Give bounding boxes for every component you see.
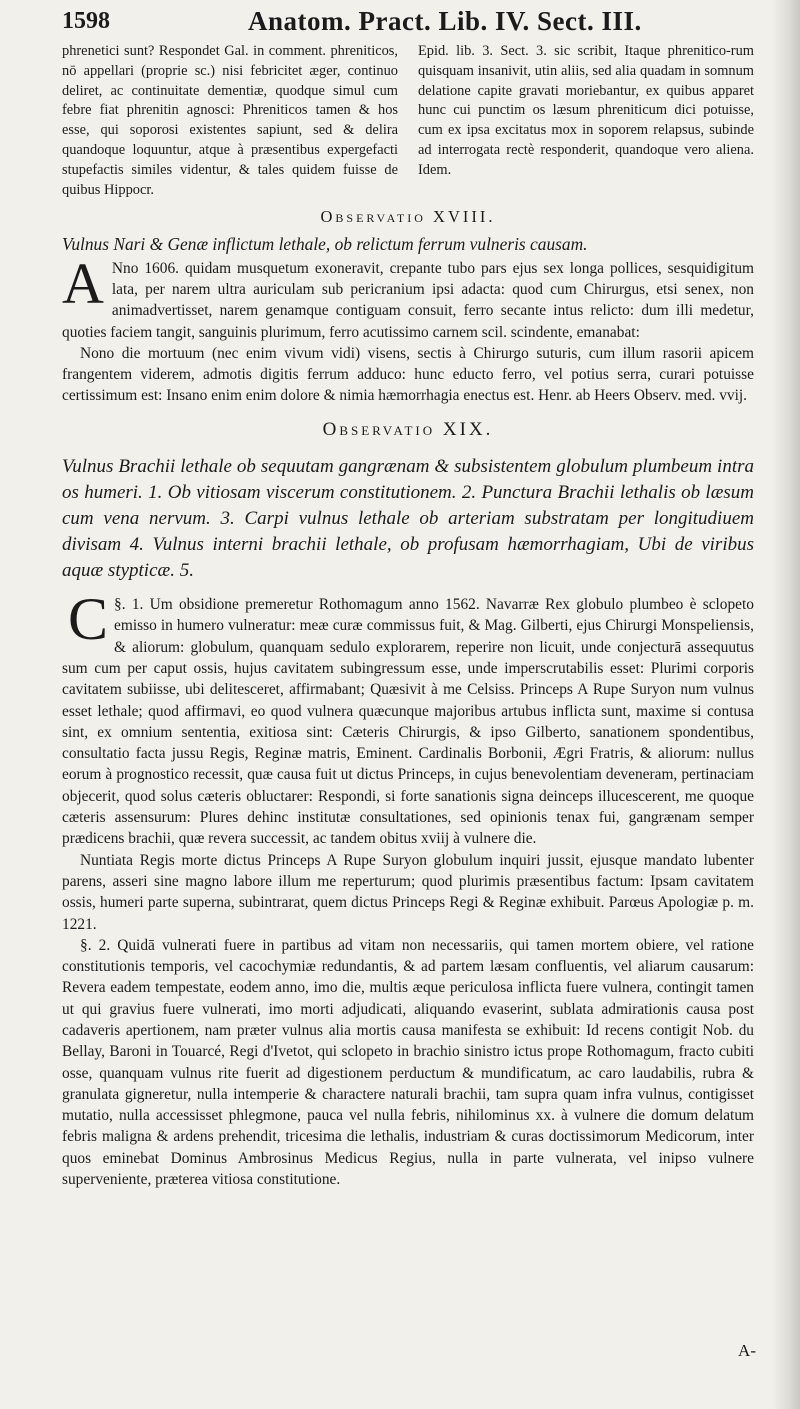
observation-19-section-1-text: Um obsidione premeretur Rothomagum anno 1562. Navarræ Rex globulo plumbeo è sclopeto emisso in humero vulneratur: meæ curæ commissus fuit, & Mag. Gilberti, ejus Chirurgi Monspeliensis, & aliorum: globulum, quanquam sedulo explorarem, reperire non licuit, unde conjecturā assequutus sum cum per caput ossis, hujus cavitatem subingressum esse, unde imperscrutabilis esset: Plurimi corporis cavitatem subiisse, ubi delitesceret, affirmabant; Quæsivit à me Celsiss. Princeps A Rupe Suryon num vulnus esset lethale; quod affirmavi, eo quod vulnera quæcunque majoribus artubus inflicta sunt, maxime si contusa sint, ex omnium sententia, exitiosa sint: Cæteris Chirurgis, & ipso Gilberto, sanationem spondentibus, consultatio facta jussu Regis, Reginæ matris, Eminent. Cardinalis Borbonii, Ægri Fratris, & aliorum: nullus eorum à prognostico recessit, quæ causa fuit ut dictus Princeps, in cujus benevolentiam deveneram, pertinaciam objecerit, quod solus cæteris obluctarer: Respondi, si forte sanationis signa deinceps illucescerent, me quoque cæteris assensurum: Plures dehinc institutæ consultationes, sed opinionis tenax fui, gangrænam semper prædicens brachii, quæ revera successit, ac tandem obitus xviij à vulnere die. (62, 596, 754, 848)
observation-19-heading: Observatio XIX. (322, 418, 494, 440)
right-column-text: Epid. lib. 3. Sect. 3. sic scribit, Itaque phrenitico-rum quisquam insanivit, utin aliis, sed alia quadam in somnum delatione capite gravati moriebantur, ex quibus apparet hunc cui punctim os læsum phreniticum dici potuisse, cum ex ipsa excitatus mox in soporem relapsus, subinde ad interrogata rectè responderit, quandoque vero aliena. Idem. (418, 43, 754, 178)
two-column-block (62, 42, 754, 200)
observation-18-paragraph-1-text: Nno 1606. quidam musquetum exoneravit, crepante tubo pars ejus sex longa pollices, sesquidigitum lata, per narem ultra auriculam sub pericranium ipsi adacta: quod cum Chirurgus, etsi senex, non animadvertisset, narem genamque contiguam consuit, ferro secante intus relicto: dum illi medetur, quoties faciem tangit, sanguinis plurimum, ferro acutissimo carnem scil. scindente, emanabat: (62, 259, 754, 341)
page-gutter-shadow (772, 0, 800, 1409)
drop-cap-c: C (68, 586, 109, 653)
observation-19-title: Vulnus Brachii lethale ob sequutam gangrænam & subsistentem globulum plumbeum intra os humeri. 1. Ob vitiosam viscerum constitutionem. 2. Punctura Brachii lethalis ob læsum cum vena nervum. 3. Carpi vulnus lethale ob arteriam substratam per longitudiuem divisam 4. Vulnus interni brachii lethale, ob profusam hæmorrhagiam, Ubi de viribus aquæ stypticæ. 5. (62, 456, 754, 582)
right-column (418, 42, 754, 200)
section-1-label: §. 1. (114, 596, 144, 614)
page-number: 1598 (62, 8, 110, 34)
observation-19-paragraph-2: Nuntiata Regis morte dictus Princeps A Rupe Suryon globulum inquiri jussit, ejusque mandato lubenter parens, asseri sine magno labore illum me reperturum; quod plurimis præsentibus factum: Ipsam cavitatem ossis, humeri parte superna, subintrarat, quem dictus Princeps Regi & Reginæ exhibuit. Parœus Apologiæ p. m. 1221. (62, 851, 754, 933)
drop-cap-a: A (62, 250, 104, 316)
observation-18-title: Vulnus Nari & Genæ inflictum lethale, ob relictum ferrum vulneris causam. (62, 233, 588, 254)
catchword: A- (738, 1341, 756, 1360)
left-column-text: phrenetici sunt? Respondet Gal. in comment. phreniticos, nō appellari (proprie sc.) nisi febricitet æger, continuo deliret, ac continuitate dementiæ, quodque simul cum febre fiat phrenitin agnosci: Phreniticos tamen & hos esse, qui soporosi existentes sapiunt, sed & delira quandoque loquuntur, atque à præsentibus expergefacti stupefactis similes videntur, & tales quidem fuisse de quibus Hippocr. (62, 43, 398, 198)
observation-19-section-1 (62, 586, 754, 850)
observation-19-section-2: §. 2. Quidā vulnerati fuere in partibus ad vitam non necessariis, qui tamen mortem obiere, vel ratione constitutionis temporis, vel cacochymiæ redundantis, & ad partem læsam confluentis, vel aliarum causarum: Revera eadem tempestate, eodem anno, imo die, multis æque periculosa inflicta fuere vulnera, contingit tamen ut qui gravius fuere vulnerati, imo morti adjudicati, aliquando evaserint, sublata admirationis causa post cadaveris apertionem, nam præter vulnus alia mortis causa manifesta se exhibuit: Id recens contigit Nob. du Bellay, Baroni in Touarcé, Regi d'Ivetot, qui sclopeto in brachio sinistro ictus prope Rothomagum, fracto cubiti osse, quanquam vulnus rite fuerit ad digestionem perductum & mundificatum, ac caro laudabilis, rubra & granulata gigneretur, nulla intemperie & charactere naturali brachii, tam supra quam infra vulnus, contigisset mutatio, nulla accessisset phlegmone, pauca vel nulla febris, nihilominus xx. à vulnere die domum delatum febris maligna & ardens prehendit, tricesima die lethalis, industriam & curas doctissimorum Medicorum, inter quos eminebat Dominus Ambrosinus Medicus Regius, nulla in parte vulnerata, vel inipso vulnere superveniente, præterea vitiosa constitutione. (62, 936, 754, 1189)
observation-18-heading: Observatio XVIII. (320, 207, 496, 227)
observation-18-paragraph-1 (62, 250, 754, 343)
running-head: Anatom. Pract. Lib. IV. Sect. III. (248, 6, 642, 36)
page-body (62, 42, 754, 1190)
page-header (58, 4, 758, 40)
left-column (62, 42, 398, 200)
observation-18-paragraph-2: Nono die mortuum (nec enim vivum vidi) visens, sectis à Chirurgo suturis, cum illum rasorii apicem frangentem viderem, admotis digitis ferrum adduco: hunc educto ferro, vel potius serra, curari potuisse certissimum est: Insano enim enim dolore & nimia hæmorrhagia enectus est. Henr. ab Heers Observ. med. vvij. (62, 344, 754, 405)
